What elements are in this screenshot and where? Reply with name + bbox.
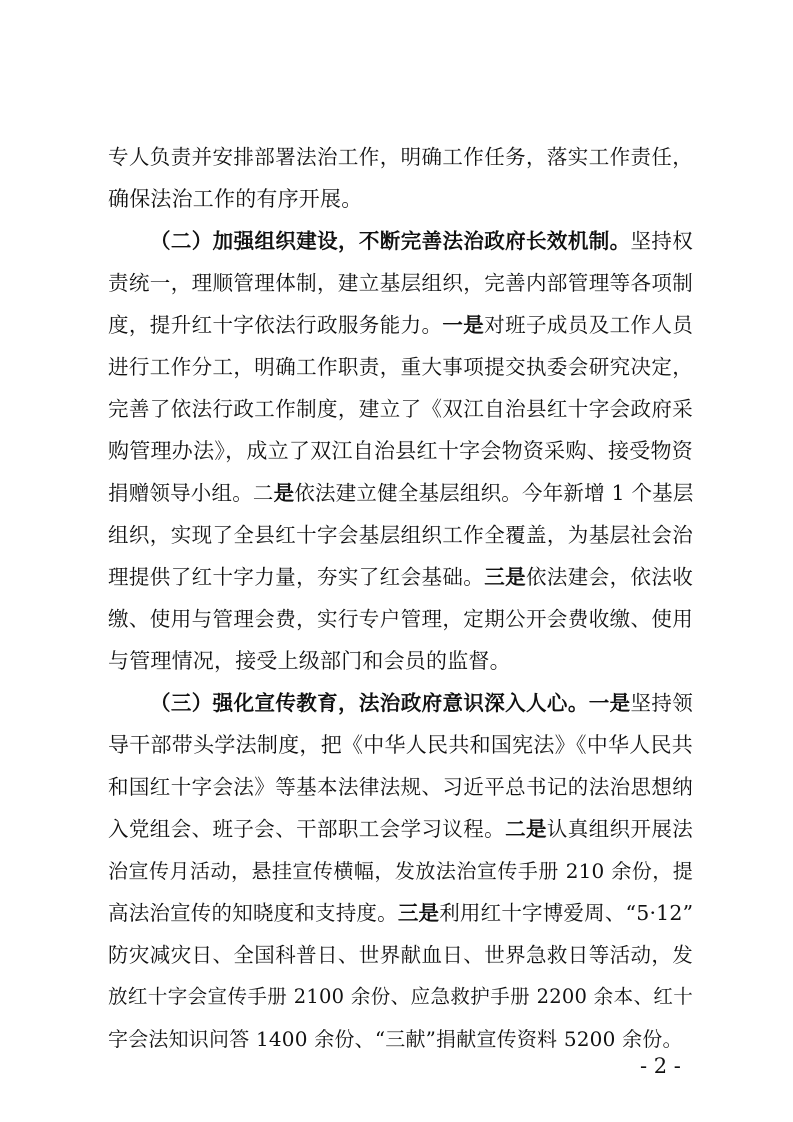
text-line: 与管理情况，接受上级部门和会员的监督。 [108,649,511,673]
section-heading-line: （三）强化宣传教育，法治政府意识深入人心。一是坚持领 [150,691,693,715]
text-line: 进行工作分工，明确工作职责，重大事项提交执委会研究决定， [108,355,693,379]
text-line: 完善了依法行政工作制度，建立了《双江自治县红十字会政府采 [108,397,693,421]
text-line: 度，提升红十字依法行政服务能力。一是对班子成员及工作人员 [108,313,694,337]
text-line: 捐赠领导小组。二是依法建立健全基层组织。今年新增 1 个基层 [108,481,694,505]
text-line: 字会法知识问答 1400 余份、“三献”捐献宣传资料 5200 余份。 [108,1027,683,1051]
text-line: 缴、使用与管理会费，实行专户管理，定期公开会费收缴、使用 [108,607,693,631]
text-line: 和国红十字会法》等基本法律法规、习近平总书记的法治思想纳 [108,775,693,799]
text-line: 责统一，理顺管理体制，建立基层组织，完善内部管理等各项制 [108,271,693,295]
text-line: 高法治宣传的知晓度和支持度。三是利用红十字博爱周、“5·12” [108,901,694,925]
text-line: 确保法治工作的有序开展。 [108,187,363,211]
section-heading-line: （二）加强组织建设，不断完善法治政府长效机制。坚持权 [150,229,693,253]
text-line: 专人负责并安排部署法治工作，明确工作任务，落实工作责任， [108,145,693,169]
text-line: 入党组会、班子会、干部职工会学习议程。二是认真组织开展法 [108,817,694,841]
page-number: - 2 - [640,1054,681,1078]
text-line: 防灾减灾日、全国科普日、世界献血日、世界急救日等活动，发 [108,943,693,967]
text-line: 放红十字会宣传手册 2100 余份、应急救护手册 2200 余本、红十 [108,985,693,1008]
text-line: 购管理办法》，成立了双江自治县红十字会物资采购、接受物资 [108,439,693,463]
text-line: 组织，实现了全县红十字会基层组织工作全覆盖，为基层社会治 [108,523,693,547]
text-line: 导干部带头学法制度，把《中华人民共和国宪法》《中华人民共 [108,733,693,757]
text-line: 治宣传月活动，悬挂宣传横幅，发放法治宣传手册 210 余份，提 [108,859,693,883]
text-line: 理提供了红十字力量，夯实了红会基础。三是依法建会，依法收 [108,565,693,589]
